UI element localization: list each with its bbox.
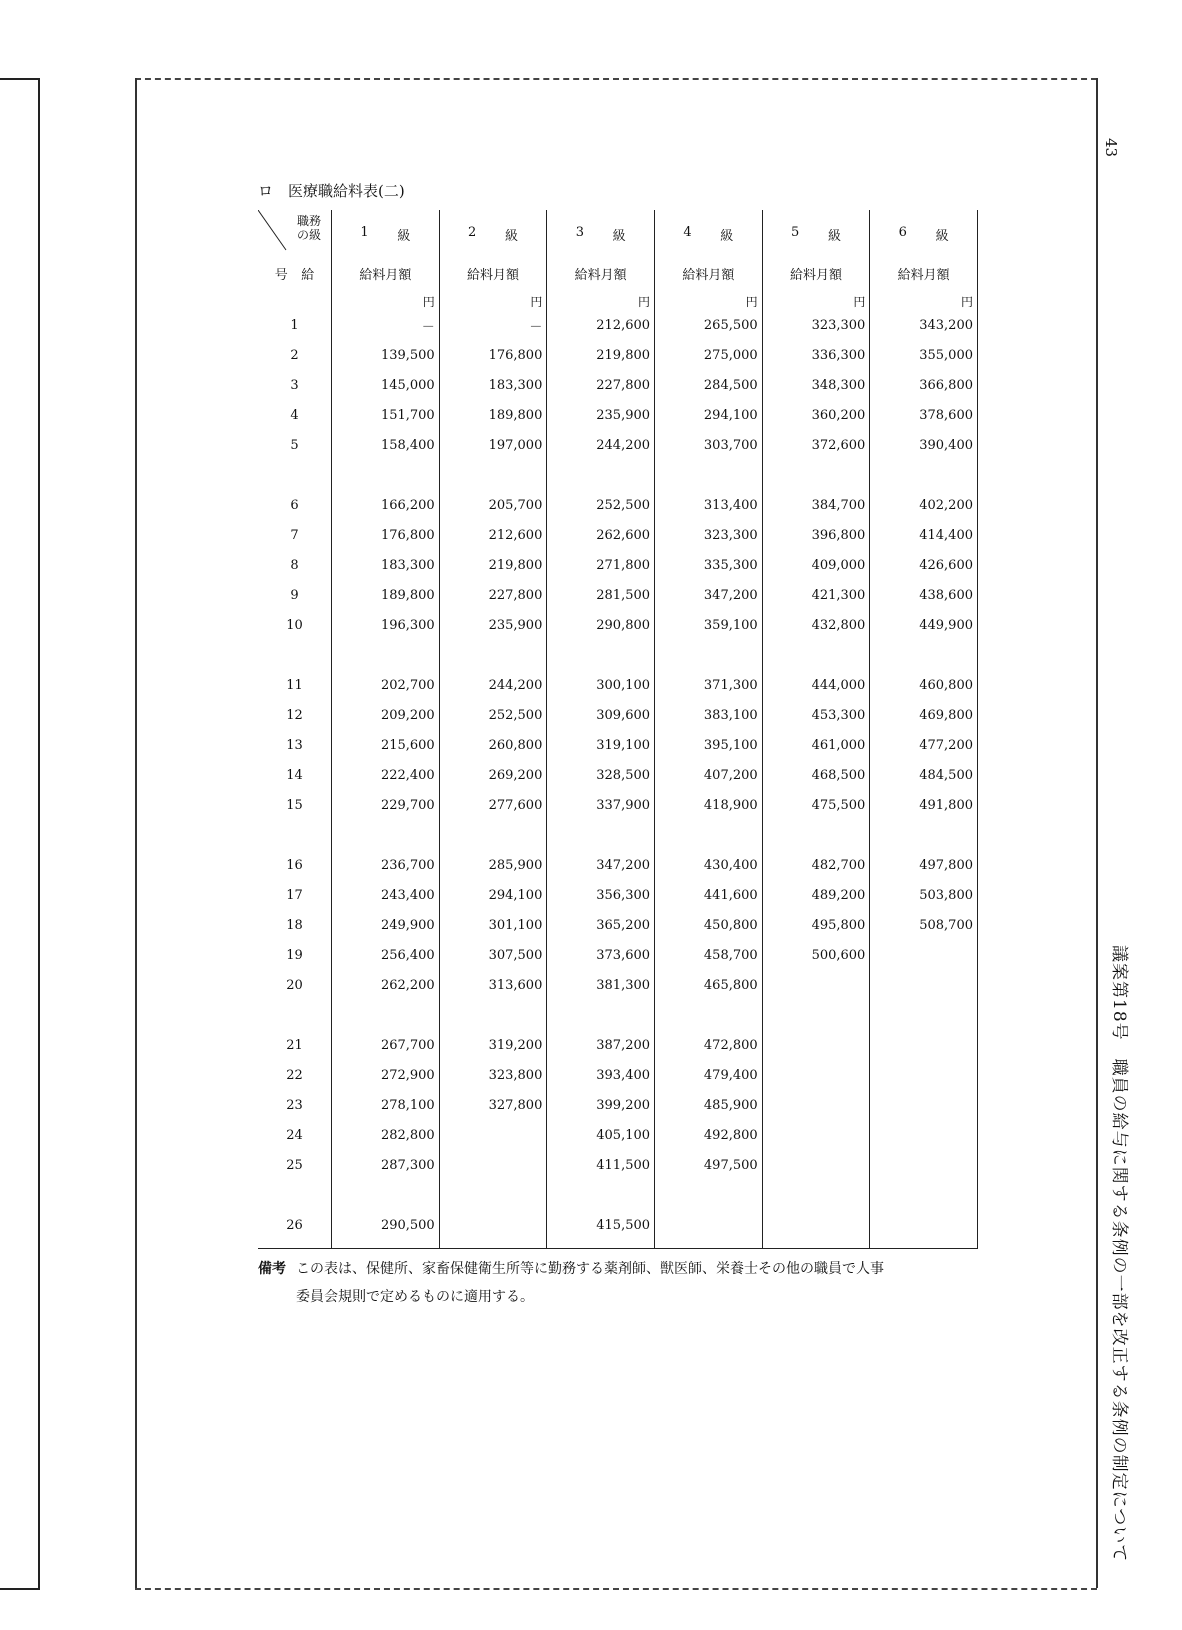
step-number: 9	[258, 580, 332, 610]
salary-cell: 395,100	[655, 730, 763, 760]
salary-cell: 365,200	[547, 910, 655, 940]
salary-cell: 390,400	[870, 430, 978, 460]
salary-cell: 355,000	[870, 340, 978, 370]
salary-cell: 205,700	[439, 490, 547, 520]
table-row	[258, 670, 978, 700]
table-row	[258, 340, 978, 370]
step-number: 4	[258, 400, 332, 430]
salary-cell: 285,900	[439, 850, 547, 880]
page-number: 43	[1102, 138, 1120, 158]
salary-cell: 373,600	[547, 940, 655, 970]
salary-cell: 313,400	[655, 490, 763, 520]
salary-cell: 166,200	[332, 490, 440, 520]
unit-label: 円	[655, 288, 763, 310]
monthly-label: 給料月額	[547, 258, 655, 288]
salary-cell: 262,200	[332, 970, 440, 1000]
table-row	[258, 370, 978, 400]
monthly-label: 給料月額	[439, 258, 547, 288]
salary-cell: 227,800	[547, 370, 655, 400]
salary-cell: 176,800	[439, 340, 547, 370]
salary-table	[258, 210, 978, 1249]
margin-mark	[38, 78, 40, 1588]
table-row	[258, 730, 978, 760]
salary-cell: 294,100	[655, 400, 763, 430]
table-row	[258, 880, 978, 910]
step-number: 17	[258, 880, 332, 910]
salary-cell: 387,200	[547, 1030, 655, 1060]
salary-cell	[870, 1090, 978, 1120]
step-number: 6	[258, 490, 332, 520]
salary-cell: 383,100	[655, 700, 763, 730]
salary-cell: 189,800	[439, 400, 547, 430]
spacer-row	[258, 1000, 978, 1030]
spacer-row	[258, 820, 978, 850]
step-number: 16	[258, 850, 332, 880]
salary-cell: 335,300	[655, 550, 763, 580]
unit-label: 円	[762, 288, 870, 310]
spacer-row	[258, 460, 978, 490]
salary-cell: 294,100	[439, 880, 547, 910]
salary-cell: 158,400	[332, 430, 440, 460]
salary-cell	[439, 1210, 547, 1240]
salary-cell: 313,600	[439, 970, 547, 1000]
salary-cell: 303,700	[655, 430, 763, 460]
salary-cell: 215,600	[332, 730, 440, 760]
salary-cell: 265,500	[655, 310, 763, 340]
salary-cell: 307,500	[439, 940, 547, 970]
salary-cell: 458,700	[655, 940, 763, 970]
salary-cell: 396,800	[762, 520, 870, 550]
notes-line: 委員会規則で定めるものに適用する。	[296, 1289, 534, 1305]
table-row	[258, 1090, 978, 1120]
salary-cell: 477,200	[870, 730, 978, 760]
salary-cell: 489,200	[762, 880, 870, 910]
salary-cell: 465,800	[655, 970, 763, 1000]
salary-cell: 244,200	[547, 430, 655, 460]
table-row	[258, 700, 978, 730]
salary-cell: 485,900	[655, 1090, 763, 1120]
step-number: 14	[258, 760, 332, 790]
salary-cell: 287,300	[332, 1150, 440, 1180]
salary-cell: 277,600	[439, 790, 547, 820]
salary-cell: 284,500	[655, 370, 763, 400]
step-number: 19	[258, 940, 332, 970]
salary-cell	[870, 1150, 978, 1180]
salary-cell: 411,500	[547, 1150, 655, 1180]
page-frame-bottom	[135, 1588, 1097, 1590]
salary-cell: 256,400	[332, 940, 440, 970]
monthly-label: 給料月額	[655, 258, 763, 288]
salary-cell	[655, 1210, 763, 1240]
unit-label: 円	[332, 288, 440, 310]
salary-cell	[762, 970, 870, 1000]
table-row	[258, 1030, 978, 1060]
notes-line: この表は、保健所、家畜保健衛生所等に勤務する薬剤師、獣医師、栄養士その他の職員で人事	[296, 1261, 884, 1277]
salary-cell: 491,800	[870, 790, 978, 820]
table-row	[258, 1150, 978, 1180]
margin-mark	[0, 1588, 40, 1590]
table-row	[258, 1060, 978, 1090]
salary-cell	[762, 1030, 870, 1060]
salary-cell: 371,300	[655, 670, 763, 700]
salary-cell: 222,400	[332, 760, 440, 790]
salary-cell: 495,800	[762, 910, 870, 940]
salary-cell: 328,500	[547, 760, 655, 790]
table-row	[258, 610, 978, 640]
page-frame-right	[1096, 78, 1098, 1588]
table-row	[258, 550, 978, 580]
salary-cell: 444,000	[762, 670, 870, 700]
salary-cell: 343,200	[870, 310, 978, 340]
salary-cell: 244,200	[439, 670, 547, 700]
unit-label: 円	[439, 288, 547, 310]
salary-cell: 438,600	[870, 580, 978, 610]
salary-cell: 243,400	[332, 880, 440, 910]
salary-cell: 409,000	[762, 550, 870, 580]
salary-cell	[439, 1120, 547, 1150]
salary-cell: 236,700	[332, 850, 440, 880]
salary-cell: 348,300	[762, 370, 870, 400]
salary-cell: 229,700	[332, 790, 440, 820]
salary-cell: 449,900	[870, 610, 978, 640]
grade-header: 4 級	[655, 210, 763, 258]
salary-cell: 323,300	[762, 310, 870, 340]
salary-cell: 249,900	[332, 910, 440, 940]
salary-cell: 327,800	[439, 1090, 547, 1120]
salary-cell: 227,800	[439, 580, 547, 610]
salary-cell: 414,400	[870, 520, 978, 550]
salary-cell: 197,000	[439, 430, 547, 460]
grade-header: 5 級	[762, 210, 870, 258]
salary-cell: 281,500	[547, 580, 655, 610]
salary-cell: 262,600	[547, 520, 655, 550]
salary-cell	[870, 1030, 978, 1060]
salary-cell: 272,900	[332, 1060, 440, 1090]
salary-cell: 378,600	[870, 400, 978, 430]
salary-cell: 219,800	[547, 340, 655, 370]
salary-cell: 360,200	[762, 400, 870, 430]
step-number: 7	[258, 520, 332, 550]
salary-cell: 183,300	[439, 370, 547, 400]
salary-cell: 430,400	[655, 850, 763, 880]
salary-cell: 139,500	[332, 340, 440, 370]
salary-cell	[870, 1060, 978, 1090]
salary-cell: 500,600	[762, 940, 870, 970]
salary-cell: 402,200	[870, 490, 978, 520]
table-row	[258, 970, 978, 1000]
salary-cell: 468,500	[762, 760, 870, 790]
step-number: 21	[258, 1030, 332, 1060]
salary-cell: 347,200	[655, 580, 763, 610]
salary-cell: 176,800	[332, 520, 440, 550]
salary-cell	[870, 1120, 978, 1150]
salary-cell: 381,300	[547, 970, 655, 1000]
table-row	[258, 940, 978, 970]
grade-header: 6 級	[870, 210, 978, 258]
step-number: 23	[258, 1090, 332, 1120]
salary-cell: 235,900	[439, 610, 547, 640]
salary-cell: 209,200	[332, 700, 440, 730]
salary-cell: 319,100	[547, 730, 655, 760]
spacer-row	[258, 640, 978, 670]
salary-cell: 271,800	[547, 550, 655, 580]
step-number: 8	[258, 550, 332, 580]
salary-cell: 405,100	[547, 1120, 655, 1150]
grade-header: 3 級	[547, 210, 655, 258]
unit-label: 円	[547, 288, 655, 310]
salary-cell: 145,000	[332, 370, 440, 400]
step-number: 25	[258, 1150, 332, 1180]
salary-cell: 347,200	[547, 850, 655, 880]
salary-cell: 441,600	[655, 880, 763, 910]
page-frame-top	[135, 78, 1097, 80]
margin-mark	[0, 78, 40, 80]
table-row	[258, 760, 978, 790]
salary-cell: 372,600	[762, 430, 870, 460]
salary-cell: 418,900	[655, 790, 763, 820]
salary-cell: 508,700	[870, 910, 978, 940]
table-title: ロ 医療職給料表(二)	[258, 182, 405, 200]
salary-cell: 426,600	[870, 550, 978, 580]
salary-cell: 415,500	[547, 1210, 655, 1240]
salary-cell: 252,500	[547, 490, 655, 520]
step-number: 18	[258, 910, 332, 940]
salary-cell: 269,200	[439, 760, 547, 790]
notes	[258, 1255, 978, 1311]
salary-cell	[762, 1120, 870, 1150]
salary-cell	[870, 940, 978, 970]
salary-cell: 356,300	[547, 880, 655, 910]
salary-cell: 189,800	[332, 580, 440, 610]
salary-cell: 212,600	[547, 310, 655, 340]
salary-cell: 453,300	[762, 700, 870, 730]
table-bottom-rule	[258, 1240, 978, 1249]
salary-cell: 219,800	[439, 550, 547, 580]
salary-cell: 359,100	[655, 610, 763, 640]
salary-cell: 384,700	[762, 490, 870, 520]
salary-cell: 275,000	[655, 340, 763, 370]
table-row	[258, 1120, 978, 1150]
salary-cell: 421,300	[762, 580, 870, 610]
step-number: 11	[258, 670, 332, 700]
table-row	[258, 580, 978, 610]
header-diagonal-cell	[258, 210, 332, 258]
salary-cell: －	[332, 310, 440, 340]
salary-cell: 202,700	[332, 670, 440, 700]
salary-cell: 432,800	[762, 610, 870, 640]
salary-cell	[762, 1090, 870, 1120]
step-number: 1	[258, 310, 332, 340]
salary-cell: 278,100	[332, 1090, 440, 1120]
salary-cell: 319,200	[439, 1030, 547, 1060]
salary-cell: 393,400	[547, 1060, 655, 1090]
salary-cell	[762, 1150, 870, 1180]
step-number: 2	[258, 340, 332, 370]
salary-cell	[762, 1210, 870, 1240]
salary-cell: 503,800	[870, 880, 978, 910]
salary-cell: 472,800	[655, 1030, 763, 1060]
table-row	[258, 850, 978, 880]
salary-cell: 399,200	[547, 1090, 655, 1120]
table-row	[258, 430, 978, 460]
side-title: 議案第18号 職員の給与に関する条例の一部を改正する条例の制定について	[1109, 945, 1129, 1563]
salary-cell: 183,300	[332, 550, 440, 580]
monthly-label: 給料月額	[332, 258, 440, 288]
salary-cell: 323,800	[439, 1060, 547, 1090]
monthly-label: 給料月額	[762, 258, 870, 288]
step-number: 26	[258, 1210, 332, 1240]
salary-cell: －	[439, 310, 547, 340]
salary-cell: 461,000	[762, 730, 870, 760]
salary-cell: 479,400	[655, 1060, 763, 1090]
step-number: 12	[258, 700, 332, 730]
salary-cell: 290,500	[332, 1210, 440, 1240]
grade-header: 2 級	[439, 210, 547, 258]
monthly-label: 給料月額	[870, 258, 978, 288]
table-row	[258, 1210, 978, 1240]
spacer-row	[258, 1180, 978, 1210]
salary-cell	[439, 1150, 547, 1180]
step-number: 5	[258, 430, 332, 460]
step-number: 10	[258, 610, 332, 640]
salary-cell	[762, 1060, 870, 1090]
salary-cell: 484,500	[870, 760, 978, 790]
header-job-grade-label: 職務 の級	[297, 214, 322, 242]
salary-cell: 282,800	[332, 1120, 440, 1150]
salary-cell: 475,500	[762, 790, 870, 820]
salary-cell: 469,800	[870, 700, 978, 730]
salary-cell: 366,800	[870, 370, 978, 400]
table-row	[258, 400, 978, 430]
step-number: 24	[258, 1120, 332, 1150]
salary-cell: 460,800	[870, 670, 978, 700]
salary-cell: 309,600	[547, 700, 655, 730]
header-step-label: 号 給	[258, 258, 332, 288]
salary-cell: 323,300	[655, 520, 763, 550]
notes-label: 備考	[258, 1261, 286, 1277]
salary-cell: 290,800	[547, 610, 655, 640]
table-row	[258, 520, 978, 550]
salary-cell: 267,700	[332, 1030, 440, 1060]
salary-cell: 407,200	[655, 760, 763, 790]
salary-cell: 196,300	[332, 610, 440, 640]
step-number: 13	[258, 730, 332, 760]
salary-cell: 301,100	[439, 910, 547, 940]
salary-cell	[870, 1210, 978, 1240]
page-frame-left	[135, 78, 137, 1588]
salary-cell: 492,800	[655, 1120, 763, 1150]
salary-cell: 260,800	[439, 730, 547, 760]
salary-cell: 235,900	[547, 400, 655, 430]
salary-cell: 497,800	[870, 850, 978, 880]
unit-label: 円	[870, 288, 978, 310]
salary-cell: 337,900	[547, 790, 655, 820]
table-row	[258, 790, 978, 820]
salary-cell: 497,500	[655, 1150, 763, 1180]
salary-cell: 300,100	[547, 670, 655, 700]
salary-cell: 252,500	[439, 700, 547, 730]
salary-cell	[870, 970, 978, 1000]
salary-cell: 336,300	[762, 340, 870, 370]
step-number: 20	[258, 970, 332, 1000]
table-row	[258, 490, 978, 520]
salary-cell: 151,700	[332, 400, 440, 430]
salary-cell: 482,700	[762, 850, 870, 880]
step-number: 15	[258, 790, 332, 820]
salary-cell: 212,600	[439, 520, 547, 550]
table-row	[258, 310, 978, 340]
grade-header: 1 級	[332, 210, 440, 258]
table-row	[258, 910, 978, 940]
step-number: 22	[258, 1060, 332, 1090]
step-number: 3	[258, 370, 332, 400]
salary-cell: 450,800	[655, 910, 763, 940]
